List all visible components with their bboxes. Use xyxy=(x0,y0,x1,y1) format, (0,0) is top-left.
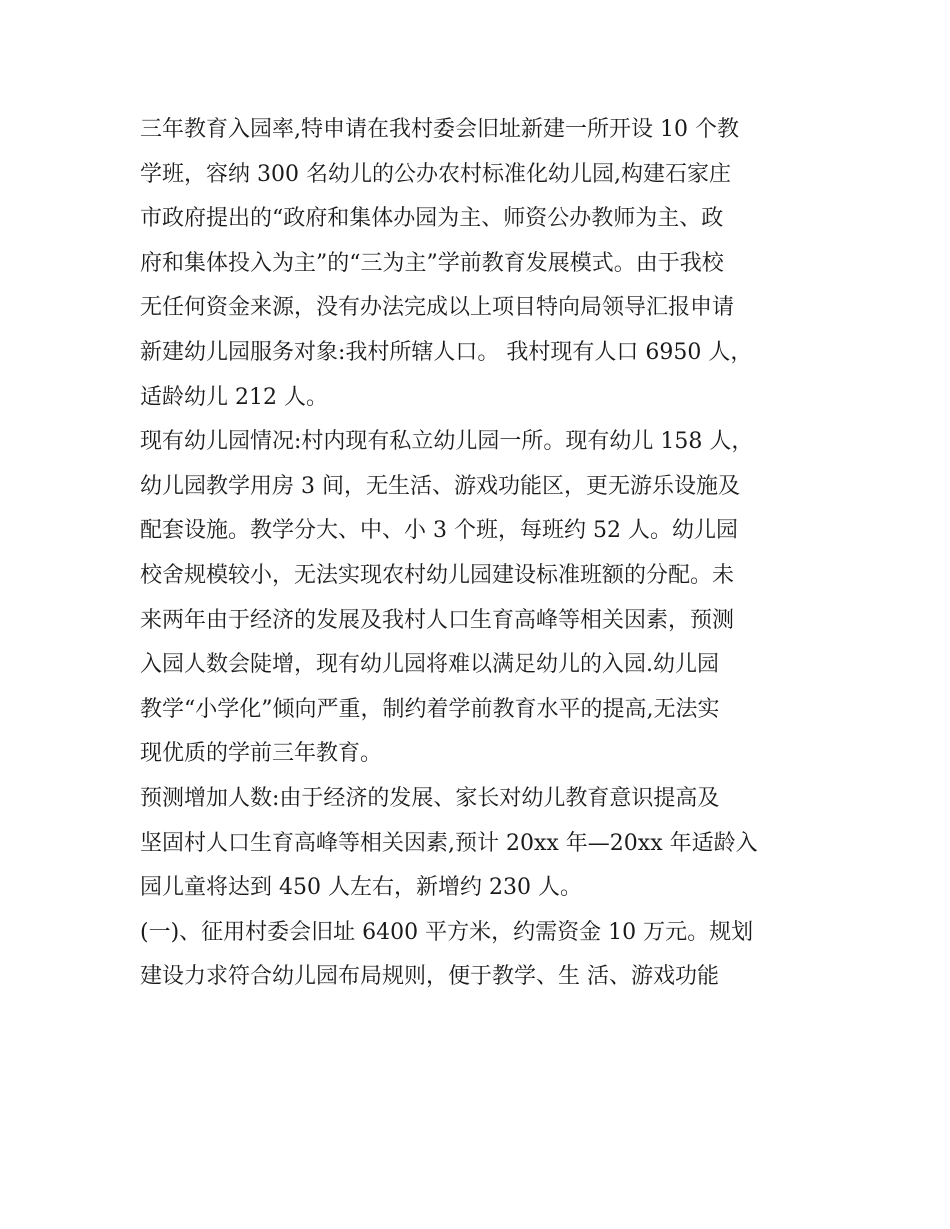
text-line: 幼儿园教学用房 3 间，无生活、游戏功能区，更无游乐设施及 xyxy=(140,473,740,499)
text-line: 坚固村人口生育高峰等相关因素,预计 20xx 年—20xx 年适龄入 xyxy=(140,830,758,856)
text-line: 现优质的学前三年教育。 xyxy=(140,741,383,767)
text-line: 建设力求符合幼儿园布局规则，便于教学、生 活、游戏功能 xyxy=(140,964,719,990)
text-line: 配套设施。教学分大、中、小 3 个班，每班约 52 人。幼儿园 xyxy=(140,518,738,544)
text-line: 新建幼儿园服务对象:我村所辖人口。 我村现有人口 6950 人， xyxy=(140,339,753,365)
text-line: 教学“小学化”倾向严重，制约着学前教育水平的提高,无法实 xyxy=(140,696,720,722)
text-line: (一)、征用村委会旧址 6400 平方米，约需资金 10 万元。规划 xyxy=(140,919,754,945)
text-line: 现有幼儿园情况:村内现有私立幼儿园一所。现有幼儿 158 人， xyxy=(140,429,754,455)
text-line: 市政府提出的“政府和集体办园为主、师资公办教师为主、政 xyxy=(140,206,724,232)
text-line: 校舍规模较小，无法实现农村幼儿园建设标准班额的分配。未 xyxy=(140,562,735,588)
text-line: 适龄幼儿 212 人。 xyxy=(140,384,328,410)
text-line: 园儿童将达到 450 人左右，新增约 230 人。 xyxy=(140,875,582,901)
text-line: 无任何资金来源，没有办法完成以上项目特向局领导汇报申请 xyxy=(140,295,735,321)
text-line: 来两年由于经济的发展及我村人口生育高峰等相关因素，预测 xyxy=(140,607,735,633)
text-line: 府和集体投入为主”的“三为主”学前教育发展模式。由于我校 xyxy=(140,250,724,276)
document-body xyxy=(140,108,820,1000)
text-line: 学班，容纳 300 名幼儿的公办农村标准化幼儿园,构建石家庄 xyxy=(140,161,731,187)
text-line: 入园人数会陡增，现有幼儿园将难以满足幼儿的入园.幼儿园 xyxy=(140,652,719,678)
text-line: 预测增加人数:由于经济的发展、家长对幼儿教育意识提高及 xyxy=(140,785,720,811)
text-line: 三年教育入园率,特申请在我村委会旧址新建一所开设 10 个教 xyxy=(140,117,739,142)
